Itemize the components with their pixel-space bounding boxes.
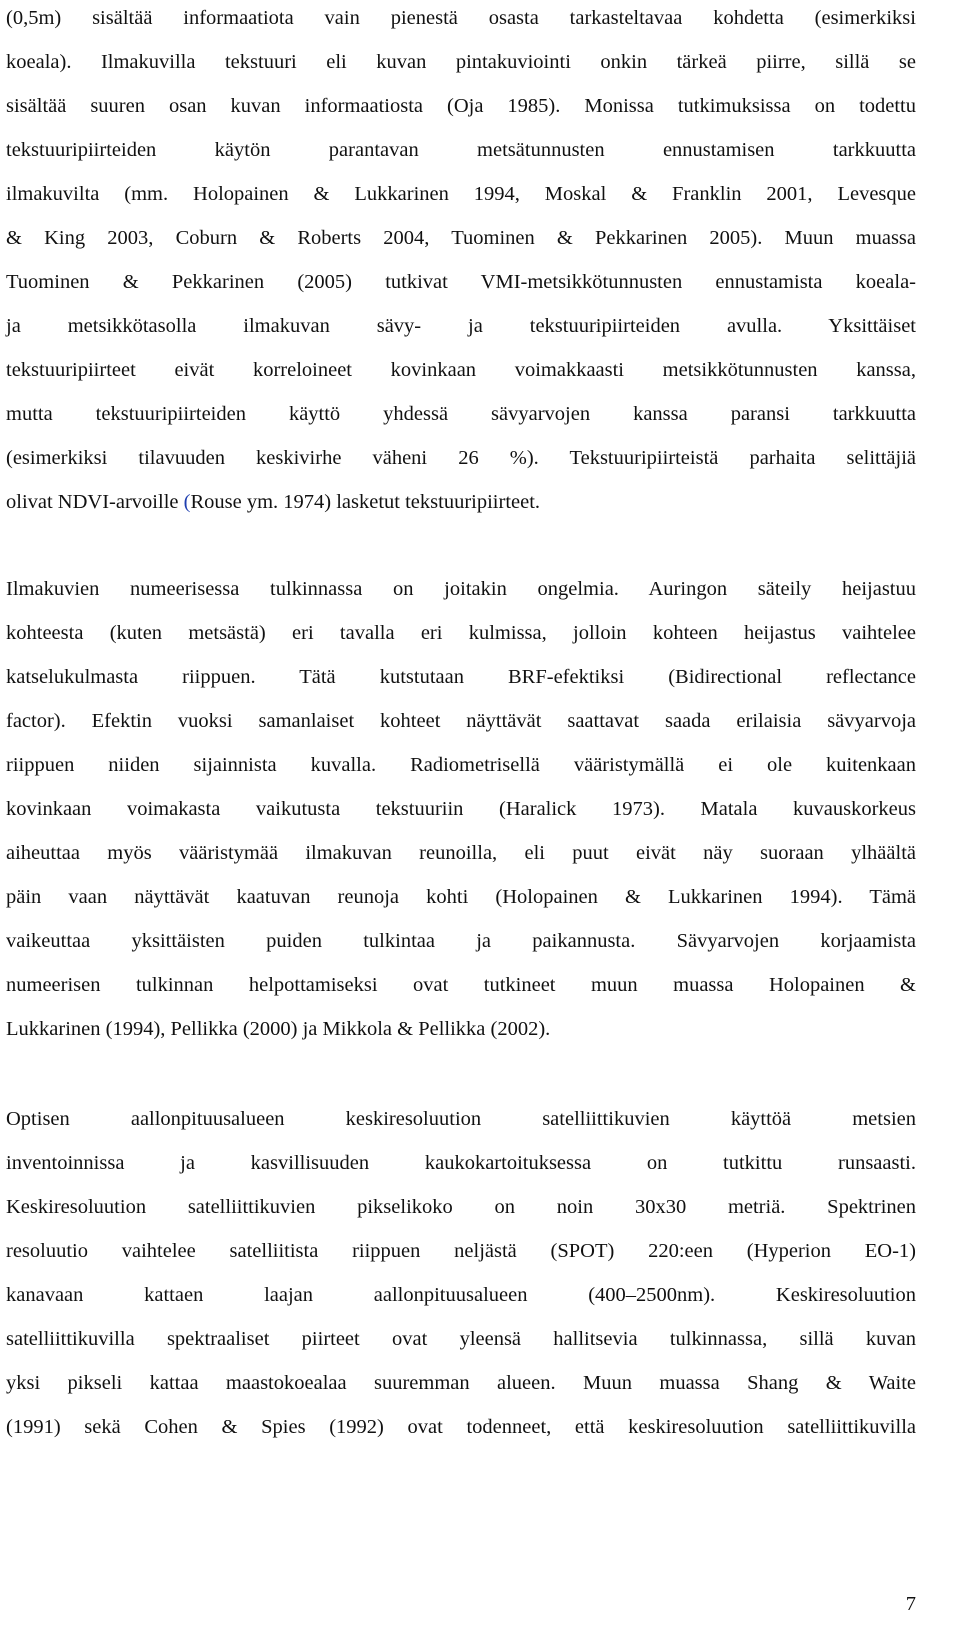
text-line: riippuen niiden sijainnista kuvalla. Radiometrisellä vääristymällä ei ole kuitenkaan [6,754,916,776]
text-line: (1991) sekä Cohen & Spies (1992) ovat todenneet, että keskiresoluution satelliittikuvilla [6,1416,916,1438]
page-number: 7 [905,1593,916,1615]
paragraph-numeric-interpretation [6,567,916,1051]
text-line: kohteesta (kuten metsästä) eri tavalla eri kulmissa, jolloin kohteen heijastus vaihtelee [6,622,916,644]
text-line: Ilmakuvien numeerisessa tulkinnassa on joitakin ongelmia. Auringon säteily heijastuu [6,578,916,600]
text-line: satelliittikuvilla spektraaliset piirteet ovat yleensä hallitsevia tulkinnassa, sillä kuvan [6,1328,916,1350]
text-line: inventoinnissa ja kasvillisuuden kaukokartoituksessa on tutkittu runsaasti. [6,1152,916,1174]
text-line: vaikeuttaa yksittäisten puiden tulkintaa ja paikannusta. Sävyarvojen korjaamista [6,930,916,952]
accent-parenthesis: ( [183,491,191,513]
paragraph-satellite-imagery [6,1097,916,1449]
text-line: tekstuuripiirteiden käytön parantavan metsätunnusten ennustamisen tarkkuutta [6,139,916,161]
text-line: katselukulmasta riippuen. Tätä kutstutaan BRF-efektiksi (Bidirectional reflectance [6,666,916,688]
text-line: yksi pikseli kattaa maastokoealaa suuremman alueen. Muun muassa Shang & Waite [6,1372,916,1394]
text-line: päin vaan näyttävät kaatuvan reunoja kohti (Holopainen & Lukkarinen 1994). Tämä [6,886,916,908]
text-line: tekstuuripiirteet eivät korreloineet kovinkaan voimakkaasti metsikkötunnusten kanssa, [6,359,916,381]
text-line: koeala). Ilmakuvilla tekstuuri eli kuvan pintakuviointi onkin tärkeä piirre, sillä se [6,51,916,73]
text-line: kanavaan kattaen laajan aallonpituusalueen (400–2500nm). Keskiresoluution [6,1284,916,1306]
text-line: kovinkaan voimakasta vaikutusta tekstuuriin (Haralick 1973). Matala kuvauskorkeus [6,798,916,820]
text-line: Tuominen & Pekkarinen (2005) tutkivat VMI-metsikkötunnusten ennustamista koeala- [6,271,916,293]
text-line: aiheuttaa myös vääristymää ilmakuvan reunoilla, eli puut eivät näy suoraan ylhäältä [6,842,916,864]
text-line: Keskiresoluution satelliittikuvien pikselikoko on noin 30x30 metriä. Spektrinen [6,1196,916,1218]
text-line: mutta tekstuuripiirteiden käyttö yhdessä sävyarvojen kanssa paransi tarkkuutta [6,403,916,425]
text-line-last: Lukkarinen (1994), Pellikka (2000) ja Mikkola & Pellikka (2002). [6,1018,551,1040]
text-line: factor). Efektin vuoksi samanlaiset kohteet näyttävät saattavat saada erilaisia sävyarvoja [6,710,916,732]
text-segment: Rouse ym. 1974) lasketut tekstuuripiirteet. [190,491,541,513]
text-line: Optisen aallonpituusalueen keskiresoluution satelliittikuvien käyttöä metsien [6,1108,916,1130]
text-line: numeerisen tulkinnan helpottamiseksi ovat tutkineet muun muassa Holopainen & [6,974,916,996]
text-line: sisältää suuren osan kuvan informaatiosta (Oja 1985). Monissa tutkimuksissa on todettu [6,95,916,117]
text-segment: olivat NDVI-arvoille [6,491,184,513]
paragraph-texture-features [6,0,916,524]
text-line-last [6,480,916,524]
text-line: ilmakuvilta (mm. Holopainen & Lukkarinen 1994, Moskal & Franklin 2001, Levesque [6,183,916,205]
text-line: (esimerkiksi tilavuuden keskivirhe väheni 26 %). Tekstuuripiirteistä parhaita selittäjiä [6,447,916,469]
text-line: ja metsikkötasolla ilmakuvan sävy- ja tekstuuripiirteiden avulla. Yksittäiset [6,315,916,337]
text-line: & King 2003, Coburn & Roberts 2004, Tuominen & Pekkarinen 2005). Muun muassa [6,227,916,249]
text-line: (0,5m) sisältää informaatiota vain pienestä osasta tarkasteltavaa kohdetta (esimerkiksi [6,7,916,29]
text-line: resoluutio vaihtelee satelliitista riippuen neljästä (SPOT) 220:een (Hyperion EO-1) [6,1240,916,1262]
